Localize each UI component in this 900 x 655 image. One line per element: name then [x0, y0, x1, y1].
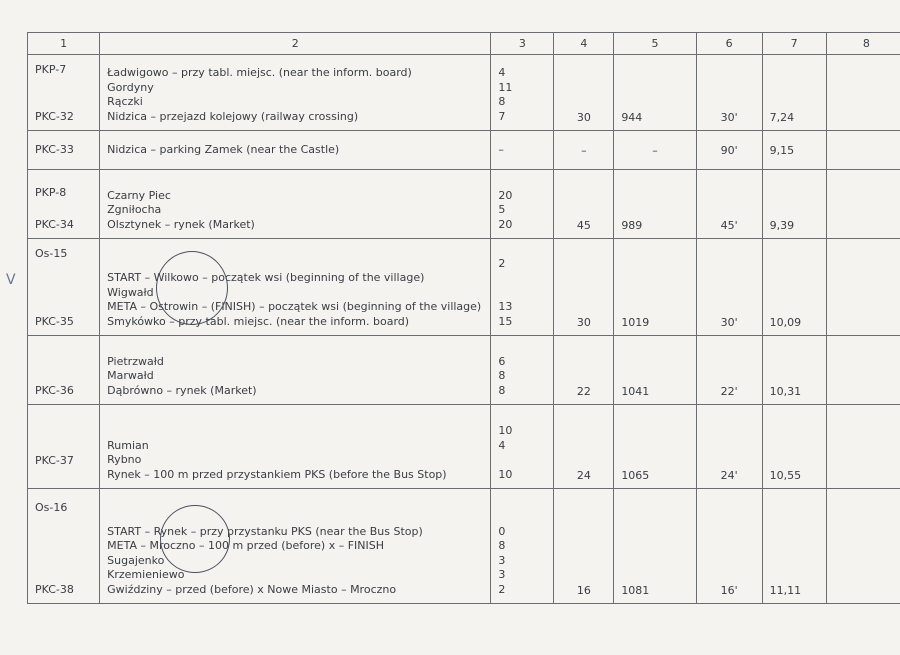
distance-value [498, 286, 546, 301]
checkpoint-code-cell [28, 131, 100, 170]
distance-value: 0 [498, 524, 506, 538]
clock-time-cell: 9,39 [762, 170, 826, 239]
location-line: Ładwigowo – przy tabl. miejsc. (near the inform. board) [107, 66, 412, 79]
time-cell: 30' [696, 239, 762, 336]
clock-time-cell: 10,31 [762, 336, 826, 405]
table-row [28, 405, 900, 489]
location-line: Marwałd [107, 369, 154, 382]
location-line: Rumian [107, 438, 149, 452]
time-cell: 24' [696, 405, 762, 489]
location-line: Sugajenko [107, 553, 165, 567]
distance-value: 11 [498, 80, 513, 94]
cumulative-distance-cell: 1065 [614, 405, 696, 489]
section-distance-cell: – [554, 131, 614, 170]
cumulative-distance-cell: 1081 [614, 489, 696, 604]
section-distance-cell: 30 [554, 55, 614, 131]
location-line: META – Ostrowin – (FINISH) – początek wsi (beginning of the village) [107, 300, 482, 313]
location-cell [100, 405, 491, 489]
cumulative-distance-cell: 1019 [614, 239, 696, 336]
distance-value: 20 [498, 188, 513, 202]
cumulative-distance-cell: 944 [614, 55, 696, 131]
clock-time-cell: 10,09 [762, 239, 826, 336]
section-distance-cell: 45 [554, 170, 614, 239]
location-cell [100, 131, 491, 170]
location-line: Olsztynek – rynek (Market) [107, 217, 255, 231]
distance-cell [491, 55, 554, 131]
distance-value: 3 [498, 568, 506, 581]
notes-cell [826, 170, 900, 239]
clock-time-cell: 10,55 [762, 405, 826, 489]
location-line: Nidzica – przejazd kolejowy (railway crossing) [107, 109, 359, 123]
header-row [28, 33, 900, 55]
location-line: Gwiździny – przed (before) x Nowe Miasto – Mroczno [107, 582, 397, 596]
clock-time-cell: 7,24 [762, 55, 826, 131]
route-table [27, 32, 900, 604]
time-cell: 30' [696, 55, 762, 131]
location-cell [100, 55, 491, 131]
checkpoint-code: PKC-33 [35, 143, 74, 157]
distance-value: 8 [498, 369, 506, 382]
distance-value [498, 510, 546, 525]
time-cell: 16' [696, 489, 762, 604]
header-col-6: 6 [696, 33, 762, 55]
time-cell: 45' [696, 170, 762, 239]
distance-value: – [498, 143, 504, 157]
checkpoint-code: Os-15 [35, 247, 68, 260]
handwritten-circle-wilkowo [156, 251, 228, 325]
location-line: Czarny Piec [107, 188, 171, 202]
clock-time-cell: 9,15 [762, 131, 826, 170]
checkpoint-code: Os-16 [35, 501, 68, 514]
location-line: START – Wilkowo – początek wsi (beginning of the village) [107, 271, 425, 284]
cumulative-distance-cell: 989 [614, 170, 696, 239]
location-line: Rączki [107, 95, 143, 108]
section-distance-cell: 16 [554, 489, 614, 604]
distance-value: 2 [498, 256, 506, 270]
distance-value: 8 [498, 95, 506, 108]
checkpoint-code-cell [28, 239, 100, 336]
cumulative-distance-cell: 1041 [614, 336, 696, 405]
location-line: Krzemieniewo [107, 568, 185, 581]
cumulative-distance-cell: – [614, 131, 696, 170]
location-line: Nidzica – parking Zamek (near the Castle) [107, 143, 340, 157]
location-line: Gordyny [107, 80, 154, 94]
table-row [28, 336, 900, 405]
location-line: Zgniłocha [107, 203, 162, 216]
distance-value: 4 [498, 66, 506, 79]
checkpoint-code: PKC-37 [35, 453, 74, 467]
distance-value: 2 [498, 582, 506, 596]
header-col-4: 4 [554, 33, 614, 55]
margin-check-mark: V [6, 272, 16, 288]
distance-value: 13 [498, 300, 513, 313]
location-line: META – Mroczno – 100 m przed (before) x – FINISH [107, 539, 384, 552]
distance-value: 10 [498, 467, 513, 481]
table-row [28, 489, 900, 604]
distance-value: 15 [498, 314, 513, 328]
location-line: Rynek – 100 m przed przystankiem PKS (before the Bus Stop) [107, 467, 447, 481]
header-col-8: 8 [826, 33, 900, 55]
table-row [28, 170, 900, 239]
notes-cell [826, 489, 900, 604]
location-line: Rybno [107, 453, 142, 466]
header-col-2: 2 [100, 33, 491, 55]
header-col-5: 5 [614, 33, 696, 55]
handwritten-circle-rynek [160, 505, 230, 573]
clock-time-cell: 11,11 [762, 489, 826, 604]
checkpoint-code-cell [28, 55, 100, 131]
location-line: Wigwałd [107, 285, 154, 299]
section-distance-cell: 22 [554, 336, 614, 405]
location-line: Dąbrówno – rynek (Market) [107, 383, 257, 397]
notes-cell [826, 55, 900, 131]
distance-value: 8 [498, 539, 506, 552]
distance-cell [491, 489, 554, 604]
table-row [28, 55, 900, 131]
notes-cell [826, 131, 900, 170]
checkpoint-code: PKC-34 [35, 217, 74, 231]
checkpoint-code-cell [28, 336, 100, 405]
distance-value: 10 [498, 424, 513, 437]
section-distance-cell: 30 [554, 239, 614, 336]
time-cell: 22' [696, 336, 762, 405]
header-col-1: 1 [28, 33, 100, 55]
table-row [28, 131, 900, 170]
distance-value [498, 453, 546, 468]
notes-cell [826, 239, 900, 336]
time-cell: 90' [696, 131, 762, 170]
distance-value: 5 [498, 203, 506, 216]
distance-cell [491, 239, 554, 336]
location-cell [100, 489, 491, 604]
checkpoint-code: PKP-7 [35, 63, 67, 76]
notes-cell [826, 336, 900, 405]
distance-value: 3 [498, 553, 506, 567]
checkpoint-code: PKC-38 [35, 582, 74, 596]
location-line: Smykówko – przy tabl. miejsc. (near the inform. board) [107, 314, 410, 328]
checkpoint-code: PKC-35 [35, 314, 74, 328]
distance-value [498, 271, 546, 286]
distance-value: 7 [498, 109, 506, 123]
distance-value: 20 [498, 217, 513, 231]
section-distance-cell: 24 [554, 405, 614, 489]
distance-cell [491, 131, 554, 170]
checkpoint-code: PKC-36 [35, 383, 74, 397]
checkpoint-code: PKP-8 [35, 186, 67, 199]
header-col-7: 7 [762, 33, 826, 55]
notes-cell [826, 405, 900, 489]
distance-value: 6 [498, 354, 506, 368]
checkpoint-code-cell [28, 405, 100, 489]
location-cell [100, 170, 491, 239]
location-cell [100, 336, 491, 405]
distance-value: 8 [498, 383, 506, 397]
distance-cell [491, 336, 554, 405]
distance-cell [491, 170, 554, 239]
checkpoint-code-cell [28, 170, 100, 239]
header-col-3: 3 [491, 33, 554, 55]
checkpoint-code: PKC-32 [35, 109, 74, 123]
location-line: START – Rynek – przy przystanku PKS (near the Bus Stop) [107, 524, 423, 538]
distance-value: 4 [498, 438, 506, 452]
distance-cell [491, 405, 554, 489]
location-line: Pietrzwałd [107, 354, 164, 368]
checkpoint-code-cell [28, 489, 100, 604]
